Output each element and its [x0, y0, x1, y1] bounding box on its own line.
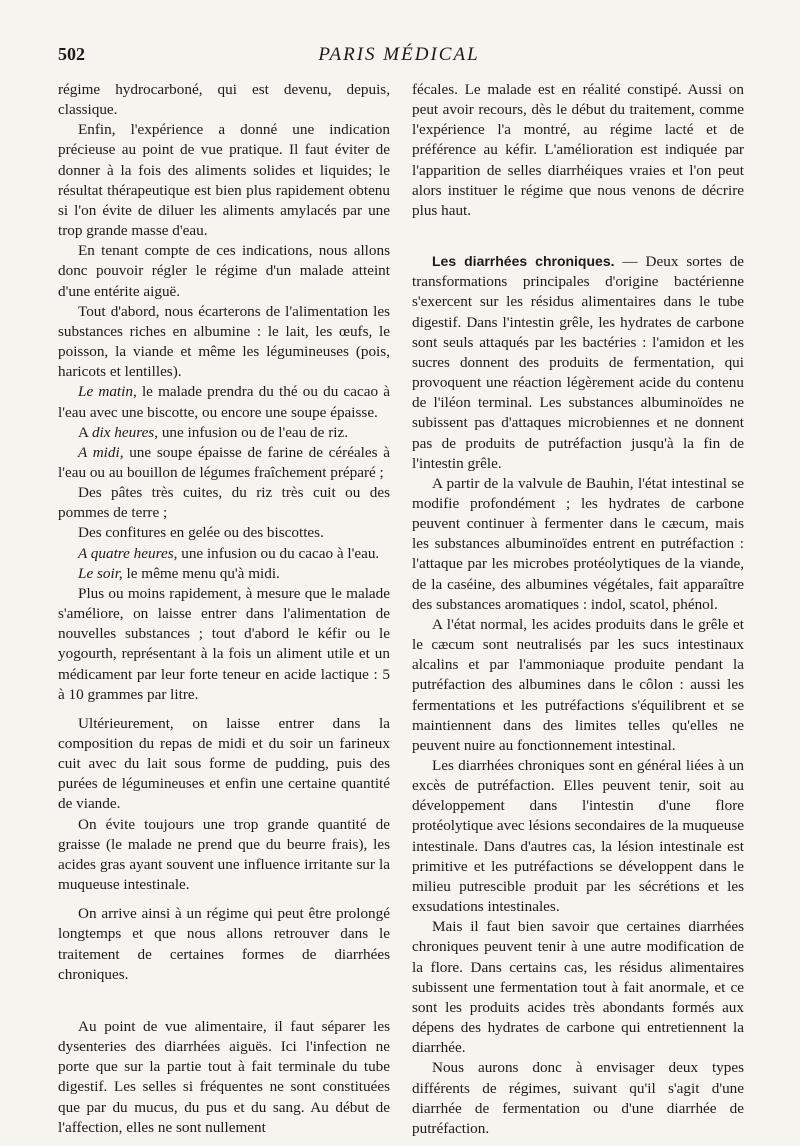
paragraph: Mais il faut bien savoir que certaines diarrhées chroniques peuvent tenir à une autre modification de la flore. Dans certains cas, les résidus alimentaires subissent une fermentation tout à fait anormale, et ce sont les produits acides très abondants formés aux dépens des hydrates de carbone qui entretiennent la diarrhée.	[412, 918, 744, 1057]
paragraph: Des confitures en gelée ou des biscottes.	[78, 524, 324, 542]
paragraph-text: une soupe épaisse de farine de céréales à l'eau ou au bouillon de légumes fraîchement préparé ;	[58, 443, 390, 481]
paragraph	[58, 544, 390, 564]
paragraph-text: une infusion ou de l'eau de riz.	[158, 423, 349, 441]
paragraph	[58, 564, 390, 584]
section-heading: Les diarrhées chroniques.	[432, 253, 615, 270]
paragraph: régime hydrocarboné, qui est devenu, depuis, classique.	[58, 81, 390, 119]
running-title: PARIS MÉDICAL	[318, 44, 480, 65]
paragraph: Plus ou moins rapidement, à mesure que le malade s'améliore, on laisse entrer dans l'alimentation de nouvelles substances ; tout d'abord le kéfir ou le yogourth, représentant à la fois un aliment utile et un médicament par leur forte teneur en acide lactique : 5 à 10 grammes par litre.	[58, 584, 390, 703]
paragraph: Des pâtes très cuites, du riz très cuit ou des pommes de terre ;	[58, 484, 390, 522]
time-label: Le matin,	[78, 383, 137, 401]
paragraph: On arrive ainsi à un régime qui peut être prolongé longtemps et que nous allons retrouver dans le traitement de certaines formes de diarrhées chroniques.	[58, 905, 390, 983]
paragraph: fécales. Le malade est en réalité constipé. Aussi on peut avoir recours, dès le début du traitement, comme l'expérience l'a montré, au régime lacté et de préférence au kéfir. L'amélioration est indiquée par l'apparition de selles diarrhéiques vraies et l'on peut alors instituer le régime que nous venons de décrire plus haut.	[412, 81, 744, 219]
time-label: A midi,	[78, 443, 124, 461]
paragraph: On évite toujours une trop grande quantité de graisse (le malade ne prend que du beurre frais), les acides gras ayant souvent une influence irritante sur la muqueuse intestinale.	[58, 815, 390, 894]
paragraph: En tenant compte de ces indications, nous allons donc pouvoir régler le régime d'un malade atteint d'une entérite aiguë.	[58, 242, 390, 300]
paragraph	[58, 443, 390, 483]
paragraph-text: — Deux sortes de transformations principales d'origine bactérienne s'exercent sur les résidus alimentaires dans le tube digestif. Dans l'intestin grêle, les hydrates de carbone sont seuls attaqués par les bactéries : l'amidon et les sucres donnent des produits de fermentation, qui provoquent une réaction légèrement acide du contenu de l'iléon terminal. Les substances albuminoïdes ne subissent pas d'attaques microbiennes et ne donnent pas de produits de putréfaction jusqu'à la fin de l'intestin grêle.	[412, 253, 744, 472]
paragraph-text: le malade prendra du thé ou du cacao à l'eau avec une biscotte, ou encore une soupe épaisse.	[58, 383, 390, 421]
paragraph-text: A	[78, 423, 92, 441]
paragraph	[58, 382, 390, 422]
paragraph: Au point de vue alimentaire, il faut séparer les dysenteries des diarrhées aiguës. Ici l'infection ne porte que sur la partie tout à fait terminale du tube digestif. Les selles si fréquentes ne sont constituées que par du mucus, du pus et du sang. Au début de l'affection, elles ne sont nullement	[58, 1017, 390, 1136]
paragraph: Nous aurons donc à envisager deux types différents de régimes, suivant qu'il s'agit d'une diarrhée de fermentation ou d'une diarrhée de putréfaction.	[412, 1059, 744, 1137]
paragraph: Ultérieurement, on laisse entrer dans la composition du repas de midi et du soir un farineux cuit avec du lait sous forme de pudding, puis des purées de légumineuses et enfin une certaine quantité de viande.	[58, 714, 390, 813]
page-header	[58, 44, 740, 74]
paragraph: Enfin, l'expérience a donné une indication précieuse au point de vue pratique. Il faut éviter de donner à la fois des aliments solides et liquides; le résultat thérapeutique est bien plus rapidement obtenu si l'on évite de diluer les aliments amylacés par une trop grande masse d'eau.	[58, 121, 390, 240]
paragraph: Tout d'abord, nous écarterons de l'alimentation les substances riches en albumine : le lait, les œufs, le poisson, la viande et même les légumineuses (pois, haricots et lentilles).	[58, 302, 390, 381]
right-column	[412, 80, 744, 1139]
paragraph	[58, 423, 390, 443]
time-label: dix heures,	[91, 423, 159, 441]
paragraph: A partir de la valvule de Bauhin, l'état intestinal se modifie profondément ; les hydrates de carbone peuvent continuer à fermenter dans le cæcum, mais les substances albuminoïdes entrent en putréfaction : l'attaque par les microbes protéolytiques de la viande, de la caséine, des albumines végétales, fait apparaître des substances aromatiques : indol, scatol, phénol.	[412, 474, 744, 613]
paragraph: A l'état normal, les acides produits dans le grêle et le cæcum sont neutralisés par les sucs intestinaux alcalins et par l'ammoniaque produite pendant la putréfaction des albumines dans le côlon : aussi les fermentations et les putréfactions s'équilibrent et se maintiennent dans des limites telles qu'elles ne peuvent nuire au fonctionnement intestinal.	[412, 615, 744, 754]
time-label: A quatre heures,	[78, 544, 178, 562]
paragraph: Les diarrhées chroniques sont en général liées à un excès de putréfaction. Elles peuvent tenir, soit au développement dans l'intestin d'une flore protéolytique avec lésions secondaires de la muqueuse intestinale. Dans d'autres cas, la lésion intestinale est primitive et les putréfactions se développent dans le milieu putrescible produit par les sécrétions et les exsudations intestinales.	[412, 757, 744, 916]
page-number: 502	[58, 44, 85, 64]
section-paragraph	[412, 251, 744, 474]
time-label: Le soir,	[78, 564, 123, 582]
paragraph-text: une infusion ou du cacao à l'eau.	[177, 544, 380, 562]
paragraph-text: le même menu qu'à midi.	[122, 564, 280, 582]
left-column	[58, 80, 390, 1138]
